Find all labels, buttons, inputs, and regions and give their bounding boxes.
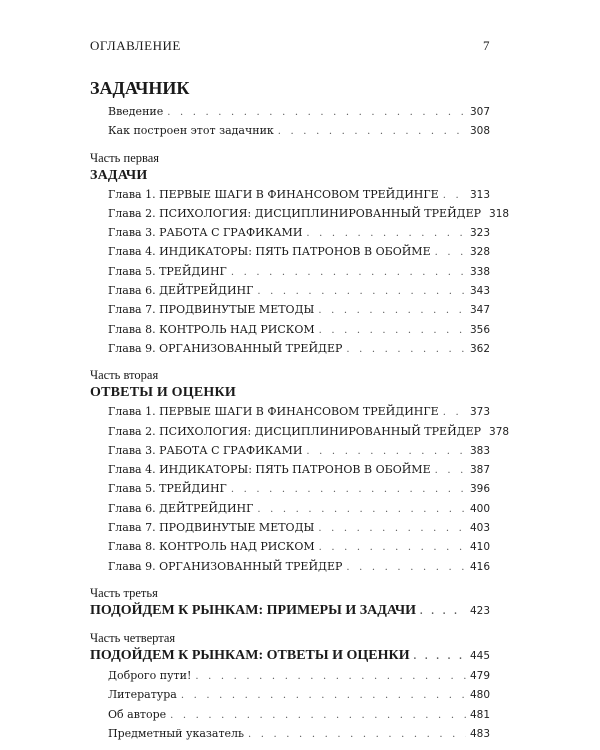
toc-entry-title: Глава 1. ПЕРВЫЕ ШАГИ В ФИНАНСОВОМ ТРЕЙДИНГЕ: [108, 405, 439, 419]
toc-entry[interactable]: [90, 402, 490, 421]
toc-entry-page: 356: [469, 323, 490, 336]
toc-entry-page: 479: [469, 669, 490, 682]
part-label: Часть четвертая: [90, 630, 176, 645]
toc-entry[interactable]: [90, 705, 490, 724]
toc-entry[interactable]: [90, 204, 510, 223]
toc-entry-part4[interactable]: [90, 646, 490, 666]
toc-entry[interactable]: [90, 121, 490, 140]
toc-entry-page: 308: [469, 125, 490, 138]
toc-entry-title: Глава 5. ТРЕЙДИНГ: [108, 264, 227, 278]
dot-leader: [231, 263, 466, 282]
part1-entries: [90, 185, 510, 359]
toc-entry-page: 483: [469, 727, 490, 740]
toc-entry-title: Предметный указатель: [108, 726, 245, 740]
toc-entry[interactable]: [90, 557, 490, 576]
toc-entry[interactable]: [90, 537, 490, 556]
toc-entry-page: 347: [469, 304, 490, 317]
toc-entry-page: 400: [469, 502, 490, 515]
part-title: ПОДОЙДЕМ К РЫНКАМ: ОТВЕТЫ И ОЦЕНКИ: [90, 647, 410, 663]
dot-leader: [435, 461, 466, 480]
dot-leader: [443, 186, 466, 205]
part-label: Часть вторая: [90, 368, 159, 383]
running-header: [90, 38, 490, 54]
toc-entry-title: Как построен этот задачник: [108, 124, 274, 138]
toc-entry-title: Глава 2. ПСИХОЛОГИЯ: ДИСЦИПЛИНИРОВАННЫЙ ТРЕЙДЕР: [108, 424, 482, 438]
toc-entry-title: Глава 6. ДЕЙТРЕЙДИНГ: [108, 284, 254, 298]
dot-leader: [257, 282, 466, 301]
toc-entry-page: 313: [469, 188, 490, 201]
toc-entry-page: 307: [469, 106, 490, 118]
toc-entry[interactable]: [90, 666, 490, 685]
header-title: ОГЛАВЛЕНИЕ: [90, 38, 181, 53]
toc-entry-page: 410: [469, 541, 490, 554]
part2-entries: [90, 402, 510, 576]
part-title: ПОДОЙДЕМ К РЫНКАМ: ПРИМЕРЫ И ЗАДАЧИ: [90, 602, 417, 618]
toc-entry[interactable]: [90, 281, 490, 300]
toc-entry-title: Глава 6. ДЕЙТРЕЙДИНГ: [108, 501, 254, 515]
toc-entry-page: 338: [469, 265, 490, 278]
toc-entry[interactable]: [90, 460, 490, 479]
dot-leader: [346, 340, 466, 359]
dot-leader: [420, 602, 466, 622]
toc-entry-title: Введение: [108, 105, 164, 118]
toc-entry-title: Глава 3. РАБОТА С ГРАФИКАМИ: [108, 226, 303, 240]
toc-entry[interactable]: [90, 479, 490, 498]
section-title: ЗАДАЧНИК: [90, 78, 190, 98]
toc-entry-page: 378: [489, 425, 510, 438]
dot-leader: [167, 103, 466, 122]
toc-entry[interactable]: [90, 102, 490, 121]
dot-leader: [181, 686, 466, 705]
dot-leader: [257, 500, 466, 519]
toc-entry-title: Глава 8. КОНТРОЛЬ НАД РИСКОМ: [108, 322, 315, 336]
toc-entry-title: Глава 9. ОРГАНИЗОВАННЫЙ ТРЕЙДЕР: [108, 341, 343, 355]
dot-leader: [435, 243, 466, 262]
toc-entry-page: 387: [469, 464, 490, 477]
toc-entry-page: 480: [469, 689, 490, 702]
part4-entries: [90, 666, 490, 743]
toc-entry[interactable]: [90, 223, 490, 242]
toc-entry-title: Доброго пути!: [108, 668, 192, 682]
toc-entry-page: 445: [469, 649, 490, 662]
dot-leader: [414, 647, 466, 667]
dot-leader: [170, 706, 466, 725]
toc-entry-title: Глава 3. РАБОТА С ГРАФИКАМИ: [108, 443, 303, 457]
toc-entry-page: 383: [469, 444, 490, 457]
toc-entry-page: 343: [469, 285, 490, 298]
toc-entry[interactable]: [90, 724, 490, 743]
toc-entry[interactable]: [90, 185, 490, 204]
toc-entry-page: 423: [469, 604, 490, 617]
toc-entry[interactable]: [90, 499, 490, 518]
dot-leader: [318, 519, 466, 538]
toc-entry[interactable]: [90, 262, 490, 281]
toc-entry-title: Глава 5. ТРЕЙДИНГ: [108, 482, 227, 496]
part-label: Часть третья: [90, 585, 158, 600]
toc-entry-page: 416: [469, 560, 490, 573]
toc-entry-title: Глава 1. ПЕРВЫЕ ШАГИ В ФИНАНСОВОМ ТРЕЙДИНГЕ: [108, 187, 439, 201]
dot-leader: [306, 442, 466, 461]
part-title: ОТВЕТЫ И ОЦЕНКИ: [90, 385, 236, 401]
toc-entry-title: Глава 4. ИНДИКАТОРЫ: ПЯТЬ ПАТРОНОВ В ОБОЙМЕ: [108, 245, 431, 259]
toc-entry-page: 318: [489, 207, 510, 220]
toc-entry-title: Литература: [108, 688, 177, 702]
toc-entry-title: Глава 8. КОНТРОЛЬ НАД РИСКОМ: [108, 540, 315, 554]
toc-entry[interactable]: [90, 518, 490, 537]
section-entries: [90, 102, 490, 141]
toc-entry[interactable]: [90, 300, 490, 319]
toc-entry-title: Глава 2. ПСИХОЛОГИЯ: ДИСЦИПЛИНИРОВАННЫЙ ТРЕЙДЕР: [108, 206, 482, 220]
part-label: Часть первая: [90, 150, 160, 165]
toc-entry[interactable]: [90, 422, 510, 441]
toc-entry-page: 396: [469, 483, 490, 496]
toc-entry-title: Глава 7. ПРОДВИНУТЫЕ МЕТОДЫ: [108, 521, 315, 535]
toc-entry-part3[interactable]: [90, 601, 490, 621]
dot-leader: [318, 301, 466, 320]
dot-leader: [306, 224, 466, 243]
dot-leader: [319, 321, 466, 340]
toc-entry[interactable]: [90, 685, 490, 704]
toc-entry-page: 362: [469, 342, 490, 355]
toc-entry[interactable]: [90, 339, 490, 358]
toc-entry-title: Глава 4. ИНДИКАТОРЫ: ПЯТЬ ПАТРОНОВ В ОБОЙМЕ: [108, 463, 431, 477]
dot-leader: [319, 538, 466, 557]
dot-leader: [231, 480, 466, 499]
toc-entry-title: Глава 7. ПРОДВИНУТЫЕ МЕТОДЫ: [108, 303, 315, 317]
dot-leader: [278, 122, 466, 141]
toc-entry[interactable]: [90, 320, 490, 339]
dot-leader: [248, 725, 466, 744]
toc-entry-title: Глава 9. ОРГАНИЗОВАННЫЙ ТРЕЙДЕР: [108, 559, 343, 573]
part-title: ЗАДАЧИ: [90, 167, 148, 183]
toc-entry-page: 403: [469, 522, 490, 535]
toc-entry[interactable]: [90, 441, 490, 460]
toc-entry-page: 323: [469, 227, 490, 240]
table-of-contents: [90, 76, 510, 743]
toc-entry-page: 373: [469, 406, 490, 419]
page-number: 7: [483, 38, 490, 53]
toc-entry-page: 328: [469, 246, 490, 259]
dot-leader: [346, 558, 466, 577]
toc-entry[interactable]: [90, 242, 490, 261]
dot-leader: [195, 667, 466, 686]
toc-entry-page: 481: [469, 708, 490, 721]
toc-entry-title: Об авторе: [108, 707, 167, 721]
dot-leader: [443, 403, 466, 422]
